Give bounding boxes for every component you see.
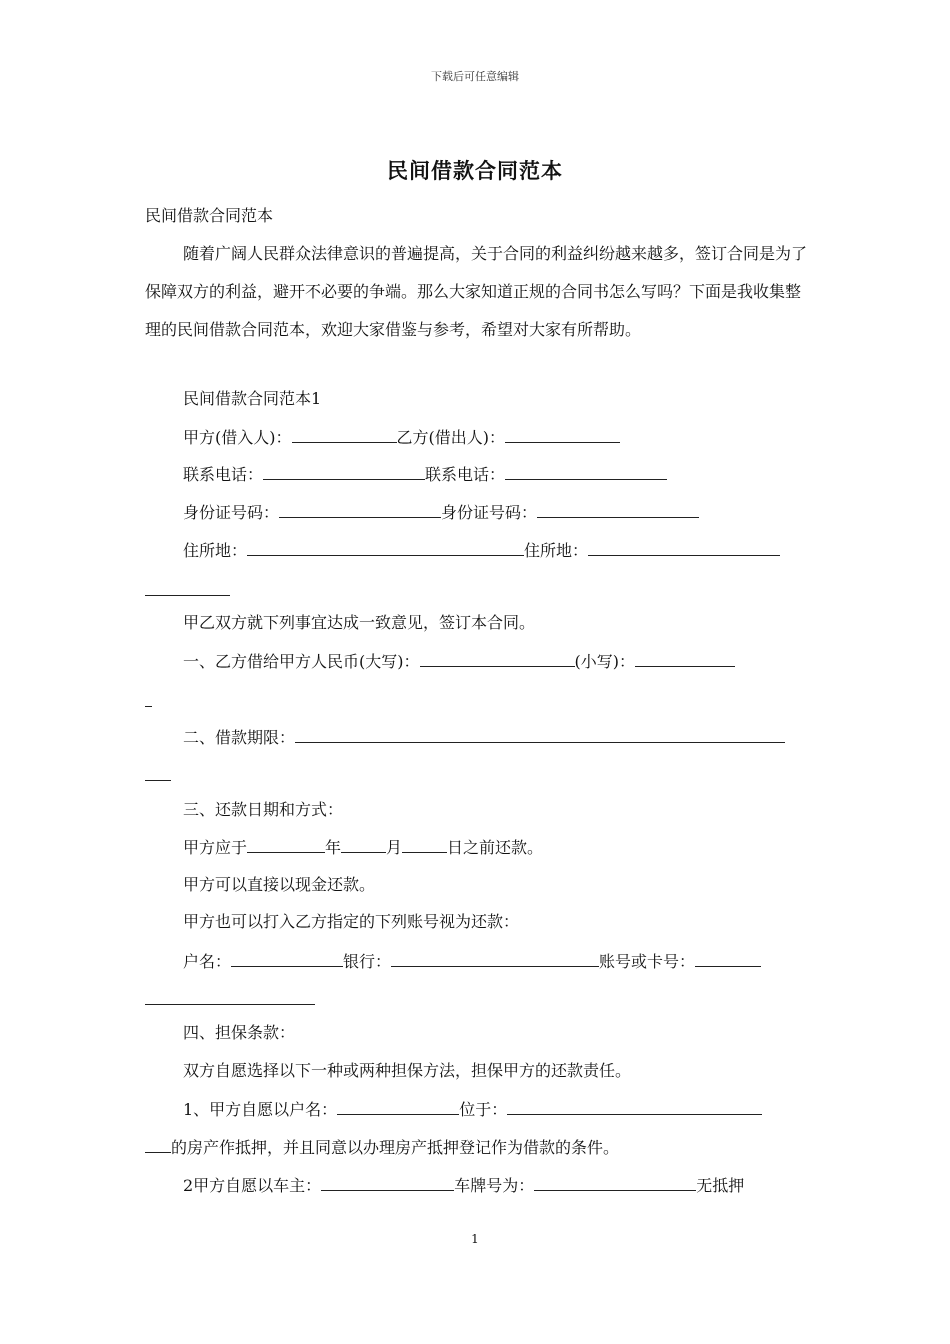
id-b-blank[interactable] <box>537 501 699 518</box>
location-blank[interactable] <box>507 1098 762 1115</box>
account-name-blank[interactable] <box>231 950 343 967</box>
repay-date-row: 甲方应于 年 月 日之前还款。 <box>183 838 544 857</box>
guarantee-2: 2甲方自愿以车主： 车牌号为： 无抵押 <box>183 1176 745 1195</box>
address-a-blank[interactable] <box>247 539 524 556</box>
guarantee-1: 1、甲方自愿以户名： 位于： <box>183 1098 810 1121</box>
clause-4-title: 四、担保条款： <box>183 1023 296 1042</box>
clause-1: 一、乙方借给甲方人民币(大写)： (小写)： <box>183 650 810 673</box>
car-owner-blank[interactable] <box>321 1174 454 1191</box>
header-note: 下载后可任意编辑 <box>431 70 519 83</box>
term-blank[interactable] <box>295 726 785 743</box>
transfer-line: 甲方也可以打入乙方指定的下列账号视为还款： <box>183 912 520 931</box>
agreement-line: 甲乙双方就下列事宜达成一致意见，签订本合同。 <box>183 613 536 632</box>
address-row: 住所地： 住所地： <box>183 539 810 562</box>
account-continuation[interactable] <box>145 1004 315 1005</box>
address-continuation[interactable] <box>145 595 230 596</box>
party-row: 甲方(借入人)： 乙方(借出人)： <box>183 426 810 449</box>
intro-block <box>145 197 810 349</box>
clause-3-title: 三、还款日期和方式： <box>183 800 344 819</box>
amount-continuation[interactable] <box>145 706 152 707</box>
address-b-blank[interactable] <box>588 539 780 556</box>
subtitle: 民间借款合同范本 <box>145 206 274 225</box>
id-row: 身份证号码： 身份证号码： <box>183 501 810 524</box>
id-a-blank[interactable] <box>279 501 441 518</box>
guarantee-intro: 双方自愿选择以下一种或两种担保方法，担保甲方的还款责任。 <box>183 1061 632 1080</box>
amount-upper-blank[interactable] <box>420 650 575 667</box>
term-continuation[interactable] <box>145 780 171 781</box>
page-number: 1 <box>471 1232 479 1246</box>
day-blank[interactable] <box>402 836 447 853</box>
amount-lower-blank[interactable] <box>635 650 735 667</box>
cash-line: 甲方可以直接以现金还款。 <box>183 875 376 894</box>
month-blank[interactable] <box>341 836 386 853</box>
phone-a-blank[interactable] <box>263 463 425 480</box>
plate-blank[interactable] <box>534 1174 696 1191</box>
phone-row: 联系电话： 联系电话： <box>183 463 810 486</box>
clause-2: 二、借款期限： <box>183 726 810 749</box>
party-a-blank[interactable] <box>292 426 397 443</box>
account-no-blank[interactable] <box>695 950 761 967</box>
party-b-blank[interactable] <box>505 426 620 443</box>
location-continuation[interactable] <box>145 1136 171 1153</box>
guarantee-1-continued: 的房产作抵押，并且同意以办理房产抵押登记作为借款的条件。 <box>145 1136 810 1159</box>
section-title: 民间借款合同范本1 <box>183 389 322 408</box>
year-blank[interactable] <box>247 836 325 853</box>
document-title: 民间借款合同范本 <box>387 158 563 183</box>
account-row: 户名： 银行： 账号或卡号： <box>183 950 810 973</box>
phone-b-blank[interactable] <box>505 463 667 480</box>
owner-name-blank[interactable] <box>337 1098 459 1115</box>
intro-paragraph: 随着广阔人民群众法律意识的普遍提高，关于合同的利益纠纷越来越多，签订合同是为了保障双方的利益，避开不必要的争端。那么大家知道正规的合同书怎么写吗？下面是我收集整理的民间借款合同范本，欢迎大家借鉴与参考，希望对大家有所帮助。 <box>145 244 808 339</box>
bank-blank[interactable] <box>391 950 599 967</box>
